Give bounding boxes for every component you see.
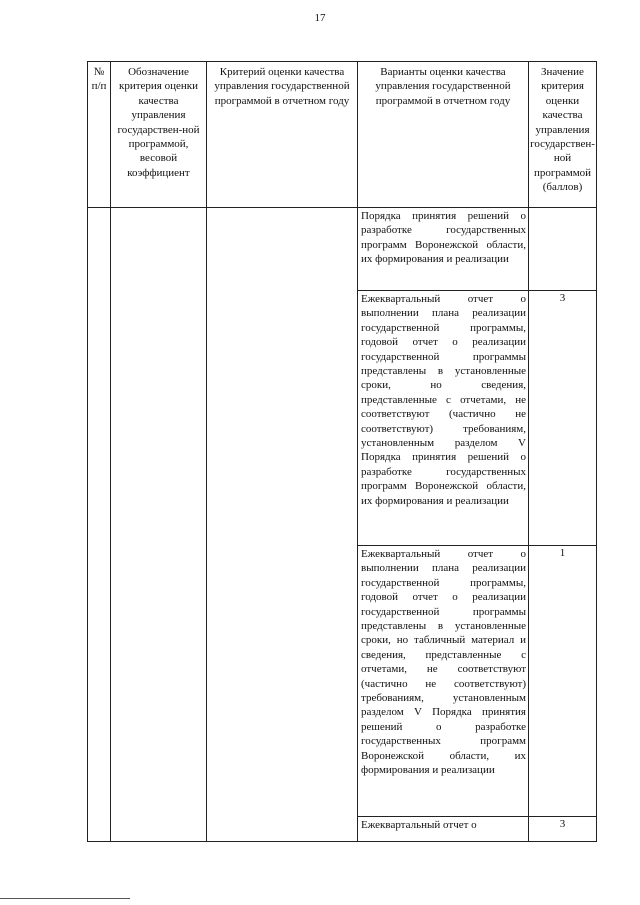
variant-text: Порядка принятия решений о разработке государственных программ Воронежской области, их формирования и реализации [361,210,526,266]
criteria-table [87,61,597,842]
designation-cell [111,208,207,842]
page-number: 17 [314,12,326,24]
header-variants: Варианты оценки качества управления государственной программой в отчетном году [358,62,529,208]
score-cell: 1 [529,546,597,817]
number-cell [88,208,111,842]
score-cell [529,208,597,291]
variant-text: Ежеквартальный отчет о выполнении плана реализации государственной программы, годовой отчет о реализации государственной программы представлены в установленные сроки, но сведения, представленные с отчетами, не соответствуют (частично не соответствуют) требованиям, установленным разделом V Порядка принятия решений о разработке государственных программ Воронежской области, их формирования и реализации [361,293,526,507]
criterion-cell [207,208,358,842]
header-number: № п/п [88,62,111,208]
variant-cell [358,546,529,817]
variant-text: Ежеквартальный отчет о [361,819,477,831]
header-criterion: Критерий оценки качества управления государственной программой в отчетном году [207,62,358,208]
variant-cell [358,208,529,291]
variant-text: Ежеквартальный отчет о выполнении плана реализации государственной программы, годовой отчет о реализации государственной программы представлены в установленные сроки, но табличный материал и сведения, представленные с отчетами, не соответствуют (частично не соответствуют) требованиям, установленным разделом V Порядка принятия решений о разработке государственных программ Воронежской области, их формирования и реализации [361,548,526,777]
footer-divider [0,898,130,899]
score-cell: 3 [529,817,597,842]
table-row [88,208,597,291]
header-score: Значение критерия оценки качества управления государствен-ной программой (баллов) [529,62,597,208]
header-criterion-designation: Обозначение критерия оценки качества управления государствен-ной программой, весовой коэффициент [111,62,207,208]
variant-cell [358,291,529,546]
table-header-row [88,62,597,208]
score-cell: 3 [529,291,597,546]
variant-cell [358,817,529,842]
